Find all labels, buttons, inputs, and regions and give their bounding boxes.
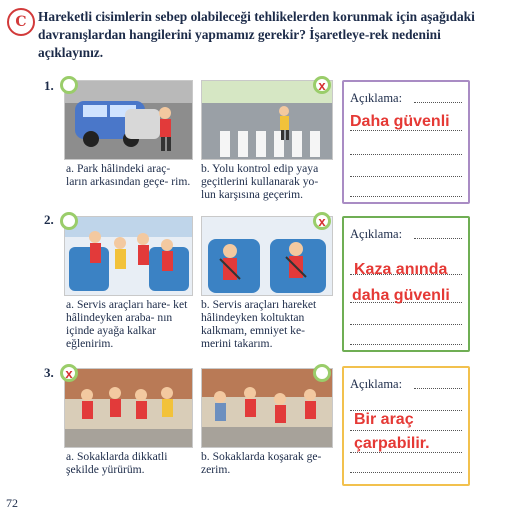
item-1-explanation-label: Açıklama: — [350, 91, 403, 105]
item-2-a-illustration — [64, 216, 193, 296]
item-1-a-caption: a. Park hâlindeki araç- ların arkasından geçe- rim. — [66, 162, 191, 188]
item-2-handwritten-answer-line-1: Kaza anında — [354, 261, 448, 278]
item-2-number: 2. — [44, 212, 54, 227]
answer-line[interactable] — [350, 430, 462, 431]
question-text: Hareketli cisimlerin sebep olabileceği tehlikelerden korunmak için aşağıdaki davranışlardan hangilerini yapmamız gerekir? İşaretleye-rek nedenini açıklayınız. — [38, 9, 475, 60]
item-2-b-illustration — [201, 216, 333, 296]
item-3-explanation-box — [342, 366, 470, 486]
answer-line[interactable] — [350, 344, 462, 345]
item-1-handwritten-answer: Daha güvenli — [350, 113, 450, 130]
item-2-explanation-label: Açıklama: — [350, 227, 403, 241]
item-3-number: 3. — [44, 365, 54, 380]
answer-line[interactable] — [414, 238, 462, 239]
answer-line[interactable] — [350, 196, 462, 197]
item-1-explanation-box — [342, 80, 470, 204]
section-badge: C — [7, 8, 35, 36]
item-3-handwritten-answer-line-2: çarpabilir. — [354, 435, 430, 452]
item-3-a-illustration — [64, 368, 193, 448]
answer-line[interactable] — [350, 324, 462, 325]
answer-line[interactable] — [414, 102, 462, 103]
item-2-b-caption: b. Servis araçları hareket hâlindeyken koltuktan kalkmam, emniyet ke- merini takarım. — [201, 298, 317, 350]
item-1-b-illustration — [201, 80, 333, 160]
page-number: 72 — [6, 496, 18, 510]
answer-line[interactable] — [350, 472, 462, 473]
answer-line[interactable] — [414, 388, 462, 389]
item-1-b-checkbox[interactable]: x — [313, 76, 331, 94]
item-3-b-checkbox[interactable] — [313, 364, 331, 382]
item-3-a-checkbox[interactable]: x — [60, 364, 78, 382]
item-1-a-checkbox[interactable] — [60, 76, 78, 94]
item-2-b-checkbox[interactable]: x — [313, 212, 331, 230]
item-3-b-caption: b. Sokaklarda koşarak ge- zerim. — [201, 450, 322, 476]
item-1-number: 1. — [44, 78, 54, 93]
item-3-a-caption: a. Sokaklarda dikkatli şekilde yürürüm. — [66, 450, 168, 476]
item-2-a-checkbox[interactable] — [60, 212, 78, 230]
item-2-a-caption: a. Servis araçları hare- ket hâlindeyken araba- nın içinde ayağa kalkar eğlenirim. — [66, 298, 188, 350]
item-2-handwritten-answer-line-2: daha güvenli — [352, 287, 450, 304]
item-3-explanation-label: Açıklama: — [350, 377, 403, 391]
item-2-explanation-box — [342, 216, 470, 352]
answer-line[interactable] — [350, 154, 462, 155]
item-3-b-illustration — [201, 368, 333, 448]
item-1-b-caption: b. Yolu kontrol edip yaya geçitlerini kullanarak yo- lun karşısına geçerim. — [201, 162, 319, 201]
item-1-a-illustration — [64, 80, 193, 160]
item-3-handwritten-answer-line-1: Bir araç — [354, 411, 414, 428]
answer-line[interactable] — [350, 176, 462, 177]
